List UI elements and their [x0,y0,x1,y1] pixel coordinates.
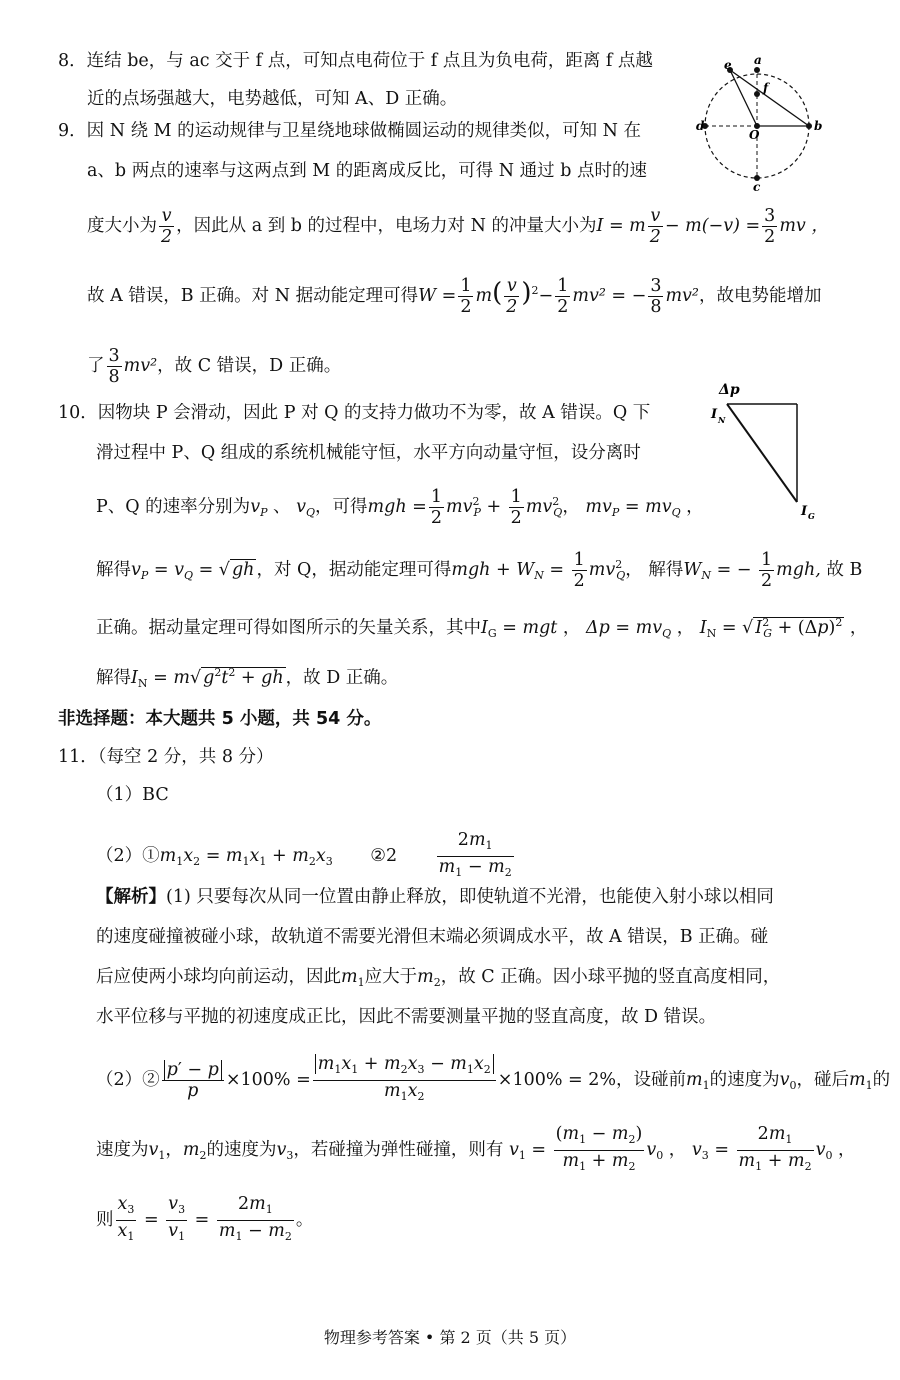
label-c: c [753,180,761,194]
q11-analysis-6: 速度为$v_1$，$m_2$的速度为$v_3$，若碰撞为弹性碰撞，则有 $v_1$ = $\frac{(m_1 - m_2)}{m_1 + m_2}$ $v_0$ ， $v_3$ = $\frac{2m_1}{m_1 + m_2}$ $v_0$ ， [96,1124,856,1173]
vector-figure [705,372,835,522]
q11-analysis-2: 的速度碰撞被碰小球，故轨道不需要光滑但末端必须调成水平，故 A 错误，B 正确。碰 [96,927,769,947]
q11-analysis-3: 后应使两小球均向前运动，因此$m_1$应大于$m_2$，故 C 正确。因小球平抛的竖直高度相同， [96,967,781,989]
page-footer: 物理参考答案 • 第 2 页（共 5 页） [323,1328,577,1347]
q11-analysis-7: 则 $\frac{x_3}{x_1}$ = $\frac{v_3}{v_1}$ = $\frac{2m_1}{m_1 - m_2}$ 。 [96,1194,314,1243]
q10-line2: 滑过程中 P、Q 组成的系统机械能守恒，水平方向动量守恒，设分离时 [96,443,641,463]
q10-line4: 解得$v_P = v_Q$ = √ gh ，对 Q，据动能定理可得mgh + $W_N$ = $\frac{1}{2}$ $mv^2_Q$， 解得$W_N$ = − $\frac{1}{2}$ mgh, 故 B [96,550,863,591]
q8-line2: 近的点场强越大，电势越低，可知 A、D 正确。 [87,89,458,109]
label-d: d [696,119,705,133]
q10-line1: 10．因物块 P 会滑动，因此 P 对 Q 的支持力做功不为零，故 A 错误。Q 下 [58,403,651,423]
q11-answer-1: （1）BC [96,785,169,805]
label-f: f [763,81,769,95]
label-b: b [814,119,823,133]
label-in: I [711,407,718,422]
q8-line1: 8．连结 be，与 ac 交于 f 点，可知点电荷位于 f 点且为负电荷，距离 f 点越 [58,51,653,71]
label-ig: I [801,504,808,519]
q11-analysis-4: 水平位移与平抛的初速度成正比，因此不需要测量平抛的竖直高度，故 D 错误。 [96,1007,717,1027]
q10-line3: P、Q 的速率分别为$v_P$ 、 $v_Q$，可得mgh = $\frac{1}{2}$ $mv^2_P$ + $\frac{1}{2}$ $mv^2_Q$， $mv_P = mv_Q$ ， [96,487,704,528]
q11-analysis-5: （2）② $\frac{p' - p}{p}$ ×100% = $\frac{m_1x_1 + m_2x_3 - m_1x_2}{m_1x_2}$ ×100% = 2%，设碰前$m_1$的速度为$v_0$，碰后$m_1$的 [96,1054,891,1103]
svg-text:N: N [718,415,726,425]
circle-figure [696,48,830,198]
q11-header: 11．（每空 2 分，共 8 分） [58,747,274,767]
label-dp: Δp [719,382,740,398]
q9-line3: 度大小为 $\frac{v}{2}$ ，因此从 a 到 b 的过程中，电场力对 N 的冲量大小为I = m $\frac{v}{2}$ − m(−v) = $\frac{3}{2}$ mv ， [87,206,829,247]
q11-analysis-1: 【解析】(1) 只要每次从同一位置由静止释放，即使轨道不光滑，也能使入射小球以相同 [96,887,774,907]
q8-number: 8． [58,51,87,71]
q10-line5: 正确。据动量定理可得如图所示的矢量关系，其中$I_G$ = mgt ， $\Delta p = mv_Q$ ， $I_N$ = √ $I^2_G + (\Delta p)^2$ ， [96,616,868,640]
analysis-tag: 【解析】 [96,887,166,907]
label-e: e [724,58,732,72]
label-a: a [754,53,762,67]
label-O: O [749,128,760,142]
q10-line6: 解得$I_N = m√$ $g^2t^2$ + gh ，故 D 正确。 [96,666,399,690]
q9-line2: a、b 两点的速率与这两点到 M 的距离成反比，可得 N 通过 b 点时的速 [87,161,648,181]
q9-line4: 故 A 错误，B 正确。对 N 据动能定理可得W = $\frac{1}{2}$ m( $\frac{v}{2}$ )$^2$− $\frac{1}{2}$ mv² = − $\frac{3}{8}$ mv²，故电势能增加 [87,276,822,317]
q9-line5: 了 $\frac{3}{8}$ mv²，故 C 错误，D 正确。 [87,346,342,387]
section-title: 非选择题：本大题共 5 小题，共 54 分。 [58,709,382,729]
q11-answer-2: $(2)①m_1x_2 = m_1x_1 + m_2x_3$ ②2 $\frac{2m_1}{m_1 - m_2}$ [96,830,512,879]
q9-line1: 9．因 N 绕 M 的运动规律与卫星绕地球做椭圆运动的规律类似，可知 N 在 [58,121,642,141]
svg-text:G: G [808,511,815,521]
